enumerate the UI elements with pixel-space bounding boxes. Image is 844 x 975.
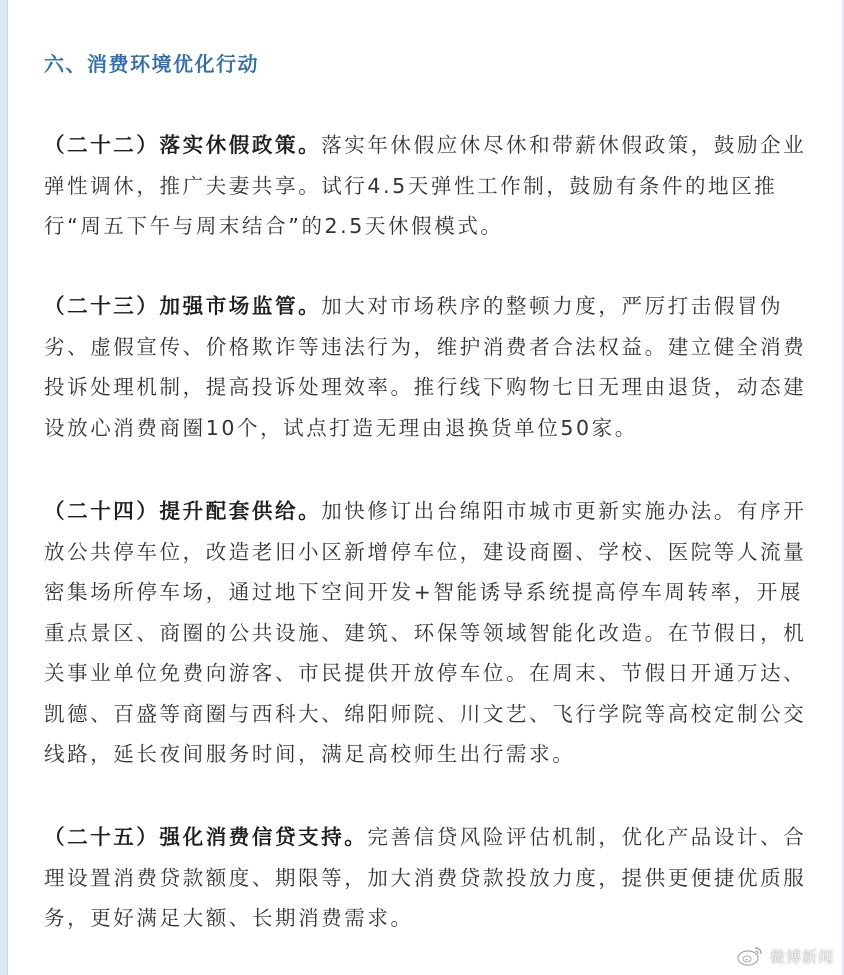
- paragraph-text: 加快修订出台绵阳市城市更新实施办法。有序开放公共停车位，改造老旧小区新增停车位，建设商圈、学校、医院等人流量密集场所停车场，通过地下空间开发+智能诱导系统提高停车周转率，开展重点景区、商圈的公共设施、建筑、环保等领域智能化改造。在节假日，机关事业单位免费向游客、市民提供开放停车位。在周末、节假日开通万达、凯德、百盛等商圈与西科大、绵阳师院、川文艺、飞行学院等高校定制公交线路，延长夜间服务时间，满足高校师生出行需求。: [44, 499, 807, 766]
- paragraph-lead: （二十五）强化消费信贷支持。: [44, 825, 368, 849]
- paragraph-24: [44, 491, 814, 775]
- paragraph-text: 落实年休假应休尽休和带薪休假政策，鼓励企业弹性调休，推广夫妻共享。试行4.5天弹性工作制，鼓励有条件的地区推行“周五下午与周末结合”的2.5天休假模式。: [44, 133, 807, 238]
- paragraph-22: [44, 125, 814, 247]
- paragraph-lead: （二十二）落实休假政策。: [44, 133, 322, 157]
- left-frame-border: [0, 0, 8, 975]
- paragraph-lead: （二十四）提升配套供给。: [44, 499, 322, 523]
- section-title: 六、消费环境优化行动: [44, 52, 259, 76]
- paragraph-25: [44, 817, 814, 939]
- paragraph-23: [44, 286, 814, 448]
- paragraph-text: 加大对市场秩序的整顿力度，严厉打击假冒伪劣、虚假宣传、价格欺诈等违法行为，维护消费者合法权益。建立健全消费投诉处理机制，提高投诉处理效率。推行线下购物七日无理由退货，动态建设放心消费商圈10个，试点打造无理由退换货单位50家。: [44, 294, 807, 440]
- weibo-logo-icon: [736, 945, 764, 967]
- paragraph-text: 完善信贷风险评估机制，优化产品设计、合理设置消费贷款额度、期限等，加大消费贷款投放力度，提供更便捷优质服务，更好满足大额、长期消费需求。: [44, 825, 807, 930]
- paragraph-lead: （二十三）加强市场监管。: [44, 294, 322, 318]
- watermark-text: 微博新闻: [769, 947, 834, 966]
- watermark: [736, 945, 834, 967]
